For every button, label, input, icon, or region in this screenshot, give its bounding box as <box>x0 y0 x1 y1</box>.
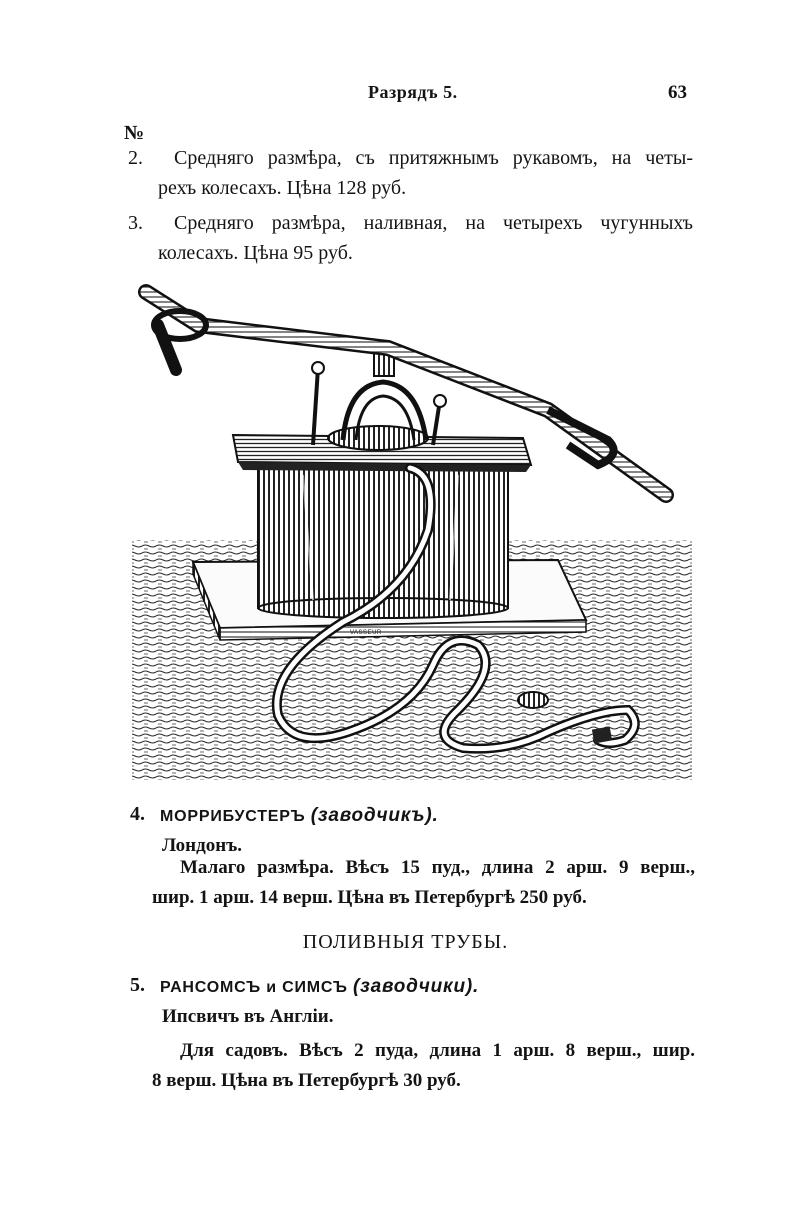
entry-line: Средняго размѣра, наливная, на четырехъ чугунныхъ <box>174 212 693 234</box>
maker-city: Ипсвичъ въ Англiи. <box>162 1006 334 1027</box>
number-sign: № <box>124 122 145 144</box>
entry-number: 3. <box>128 212 143 234</box>
maker-name <box>160 805 439 827</box>
desc-line: 8 верш. Цѣна въ Петербургѣ 30 руб. <box>152 1070 461 1091</box>
entry-3 <box>128 208 693 268</box>
desc-line: Малаго размѣра. Вѣсъ 15 пуд., длина 2 арш. 9 верш., <box>180 857 695 878</box>
maker-name-text: МОРРИБУСТЕРЪ <box>160 808 306 825</box>
engraver-signature: VASSEUR <box>350 630 382 636</box>
item-5-description <box>152 1036 695 1096</box>
entry-line: Средняго размѣра, съ притяжнымъ рукавомъ, на четы- <box>174 147 693 169</box>
maker-city: Лондонъ. <box>162 835 243 856</box>
entry-line: колесахъ. Цѣна 95 руб. <box>158 242 353 264</box>
maker-name <box>160 976 479 998</box>
page-header <box>0 82 811 112</box>
desc-line: шир. 1 арш. 14 верш. Цѣна въ Петербургѣ 250 руб. <box>152 887 587 908</box>
pump-engraving <box>128 270 696 782</box>
maker-role: (заводчики). <box>352 976 480 997</box>
item-4-description <box>152 853 695 913</box>
item-number: 5. <box>130 974 145 996</box>
entry-number: 2. <box>128 147 143 169</box>
entry-line: рехъ колесахъ. Цѣна 128 руб. <box>158 177 407 199</box>
desc-line: Для садовъ. Вѣсъ 2 пуда, длина 1 арш. 8 верш., шир. <box>180 1040 695 1061</box>
running-title: Разрядъ 5. <box>368 82 458 102</box>
page-number: 63 <box>668 82 687 103</box>
maker-role: (заводчикъ). <box>310 805 439 826</box>
entry-2 <box>128 143 693 203</box>
tank-lid <box>233 426 531 472</box>
section-title: ПОЛИВНЫЯ ТРУБЫ. <box>302 931 509 953</box>
maker-name-text: РАНСОМСЪ и СИМСЪ <box>160 979 348 996</box>
item-number: 4. <box>130 803 145 825</box>
